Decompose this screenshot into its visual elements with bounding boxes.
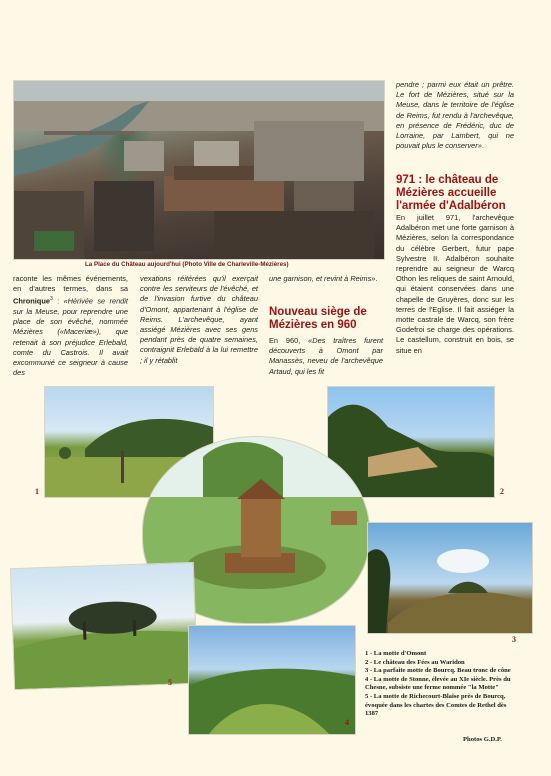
- quote-text: une garnison, et revint à Reims»: [269, 274, 376, 283]
- photo-caption: La Place du Château aujourd'hui (Photo Ville de Charleville-Mézières): [85, 261, 289, 268]
- chronique-title: Chronique: [13, 296, 50, 306]
- photo-motte-bourcq: [367, 522, 533, 634]
- punctuation: .: [375, 274, 378, 283]
- photo-credit: Photos G.D.P.: [463, 736, 502, 743]
- legend-item-1: 1 - La motte d'Omont: [365, 650, 427, 657]
- photo-number-2: 2: [500, 487, 504, 496]
- legend-item-4: 4 - La motte de Stonne, élevée au XIe siècle. Près du Chesne, subsiste une ferme nommée "la Motte": [365, 675, 511, 692]
- quote-text: pendre ; parmi eux était un prêtre. Le fort de Mézières, situé sur la Meuse, dans le territoire de l'église de Reims, fut rendu à l'archevêque, en présence de Frédéric, duc de Lorraine, par Lambert, qui ne pouvait plus le conserver»: [396, 80, 514, 151]
- text-column-3: [269, 274, 383, 284]
- quote-text: «Des traîtres furent découverts à Omont par Manassès, neveu de l'archevêque Artaud, qui les fit: [269, 336, 383, 376]
- photo-number-4: 4: [345, 718, 349, 727]
- photo-number-5: 5: [168, 678, 172, 687]
- photo-legend: [365, 650, 515, 719]
- text-column-4: [396, 80, 514, 151]
- heading-siege-960: Nouveau siège de Mézières en 960: [269, 306, 367, 331]
- text-column-1: [13, 274, 128, 379]
- grass-hill-illustration: [189, 626, 355, 734]
- text-column-3b: [269, 336, 383, 377]
- cone-hill-illustration: [368, 523, 532, 633]
- text-column-4b: [396, 213, 514, 356]
- quote-text: vexations réitérées qu'il exerçait contre les serviteurs de l'évêché, et de l'invasion furtive du château d'Omont, appartenant à l'église de Reims. L'archevêque, ayant assiégé Mézières avec ses gens pendant près de quatre semaines, contraignit Erlebald à la lui remettre ; il y rétablit: [140, 274, 258, 365]
- photo-number-3: 3: [512, 635, 516, 644]
- punctuation: .: [481, 141, 484, 151]
- photo-number-1: 1: [35, 487, 39, 496]
- photo-motte-stonne: [188, 625, 356, 735]
- body-text: raconte les mêmes événements, en d'autres termes, dans sa: [13, 274, 128, 294]
- tree-hill-illustration: [11, 563, 197, 689]
- top-photo-place-du-chateau: [13, 80, 385, 260]
- footnote-ref: 3: [49, 296, 53, 303]
- town-aerial-illustration: [14, 81, 384, 259]
- quote-text: «Hérivée se rendit sur la Meuse, pour reprendre une place de son évêché, nommée Mézières («Maceriæ»), que retenait à son préjudice Erlebald, comte du Castrois. Il avait excommunié ce seigneur à cause des: [13, 296, 128, 378]
- legend-item-5: 5 - La motte de Richecourt-Blaise près de Bourcq, évoquée dans les chartes des Comtes de Rethel dès 1387: [365, 692, 507, 718]
- legend-item-2: 2 - Le château des Fées au Waridon: [365, 658, 465, 666]
- heading-971: 971 : le château de Mézières accueille l'armée d'Adalbéron: [396, 174, 506, 212]
- body-text: En juillet 971, l'archevêque Adalbéron met une forte garnison à Mézières, selon la correspondance du célèbre Gerbert, futur pape Sylvestre II. Adalbéron souhaite reprendre au seigneur de Warcq Othon les reliques de saint Arnould, qui étaient conservées dans une chapelle de Gruyères, donc sur les terres de l'Eglise. Il fait assiéger la motte castrale de Warcq, son frère Godefroi se charge des opérations. Le castellum, construit en bois, se situe en: [396, 213, 514, 355]
- body-text: En 960,: [269, 336, 309, 345]
- body-text: :: [52, 296, 64, 306]
- text-column-2: [140, 274, 258, 366]
- photo-motte-richecourt-blaise: [10, 562, 198, 690]
- legend-item-3: 3 - La parfaite motte de Bourcq. Beau tronc de cône: [365, 667, 511, 675]
